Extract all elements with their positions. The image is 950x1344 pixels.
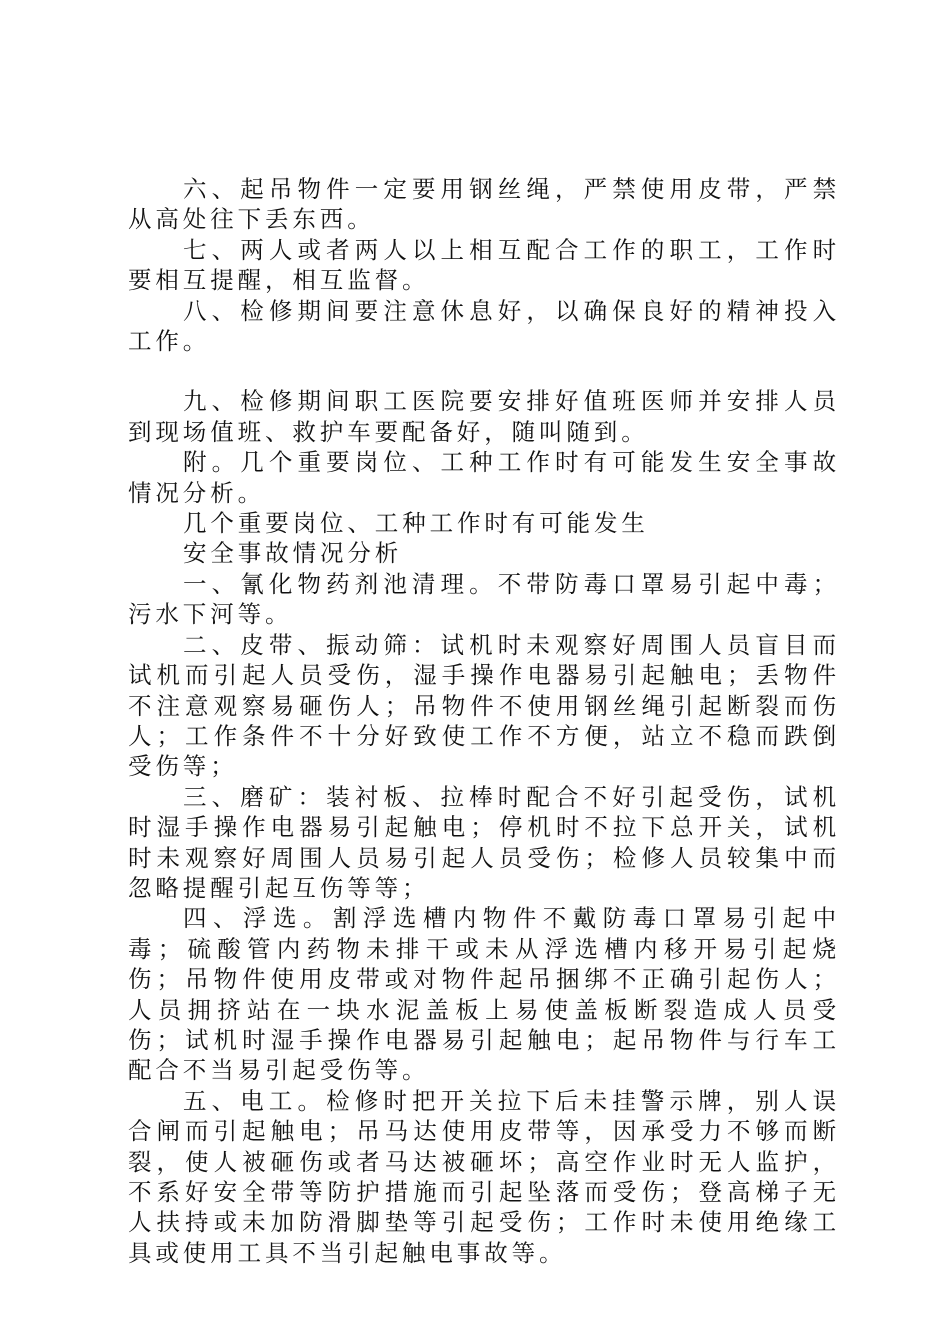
analysis-heading-line-2: 安全事故情况分析	[183, 539, 403, 568]
analysis-item-5: 五、电工。检修时把开关拉下后未挂警示牌，别人误合闸而引起触电；吊马达使用皮带等，因承受力不够而断裂，使人被砸伤或者马达被砸坏；高空作业时无人监护，不系好安全带等防护措施而引起坠落而受伤；登高梯子无人扶持或未加防滑脚垫等引起受伤；工作时未使用绝缘工具或使用工具不当引起触电事故等。	[128, 1086, 840, 1267]
document-body	[128, 174, 840, 1268]
paragraph-item-8: 八、检修期间要注意休息好，以确保良好的精神投入工作。	[128, 296, 840, 356]
paragraph-item-6: 六、起吊物件一定要用钢丝绳，严禁使用皮带，严禁从高处往下丢东西。	[128, 175, 840, 234]
analysis-item-2: 二、皮带、振动筛：试机时未观察好周围人员盲目而试机而引起人员受伤，湿手操作电器易引起触电；丢物件不注意观察易砸伤人；吊物件不使用钢丝绳引起断裂而伤人；工作条件不十分好致使工作不方便，站立不稳而跌倒受伤等；	[128, 630, 840, 781]
paragraph-item-7: 七、两人或者两人以上相互配合工作的职工，工作时要相互提醒，相互监督。	[128, 235, 840, 295]
analysis-item-1: 一、氰化物药剂池清理。不带防毒口罩易引起中毒；污水下河等。	[128, 569, 840, 629]
blank-line	[128, 356, 840, 386]
analysis-item-3: 三、磨矿：装衬板、拉棒时配合不好引起受伤，试机时湿手操作电器易引起触电；停机时不拉下总开关，试机时未观察好周围人员易引起人员受伤；检修人员较集中而忽略提醒引起互伤等等；	[128, 782, 840, 902]
analysis-item-4: 四、浮选。割浮选槽内物件不戴防毒口罩易引起中毒；硫酸管内药物未排干或未从浮选槽内移开易引起烧伤；吊物件使用皮带或对物件起吊捆绑不正确引起伤人；人员拥挤站在一块水泥盖板上易使盖板断裂造成人员受伤；试机时湿手操作电器易引起触电；起吊物件与行车工配合不当易引起受伤等。	[128, 904, 840, 1085]
appendix-paragraph: 附。几个重要岗位、工种工作时有可能发生安全事故情况分析。	[128, 448, 840, 507]
paragraph-item-9: 九、检修期间职工医院要安排好值班医师并安排人员到现场值班、救护车要配备好，随叫随到。	[128, 387, 840, 446]
analysis-heading-line-1: 几个重要岗位、工种工作时有可能发生	[183, 509, 649, 538]
